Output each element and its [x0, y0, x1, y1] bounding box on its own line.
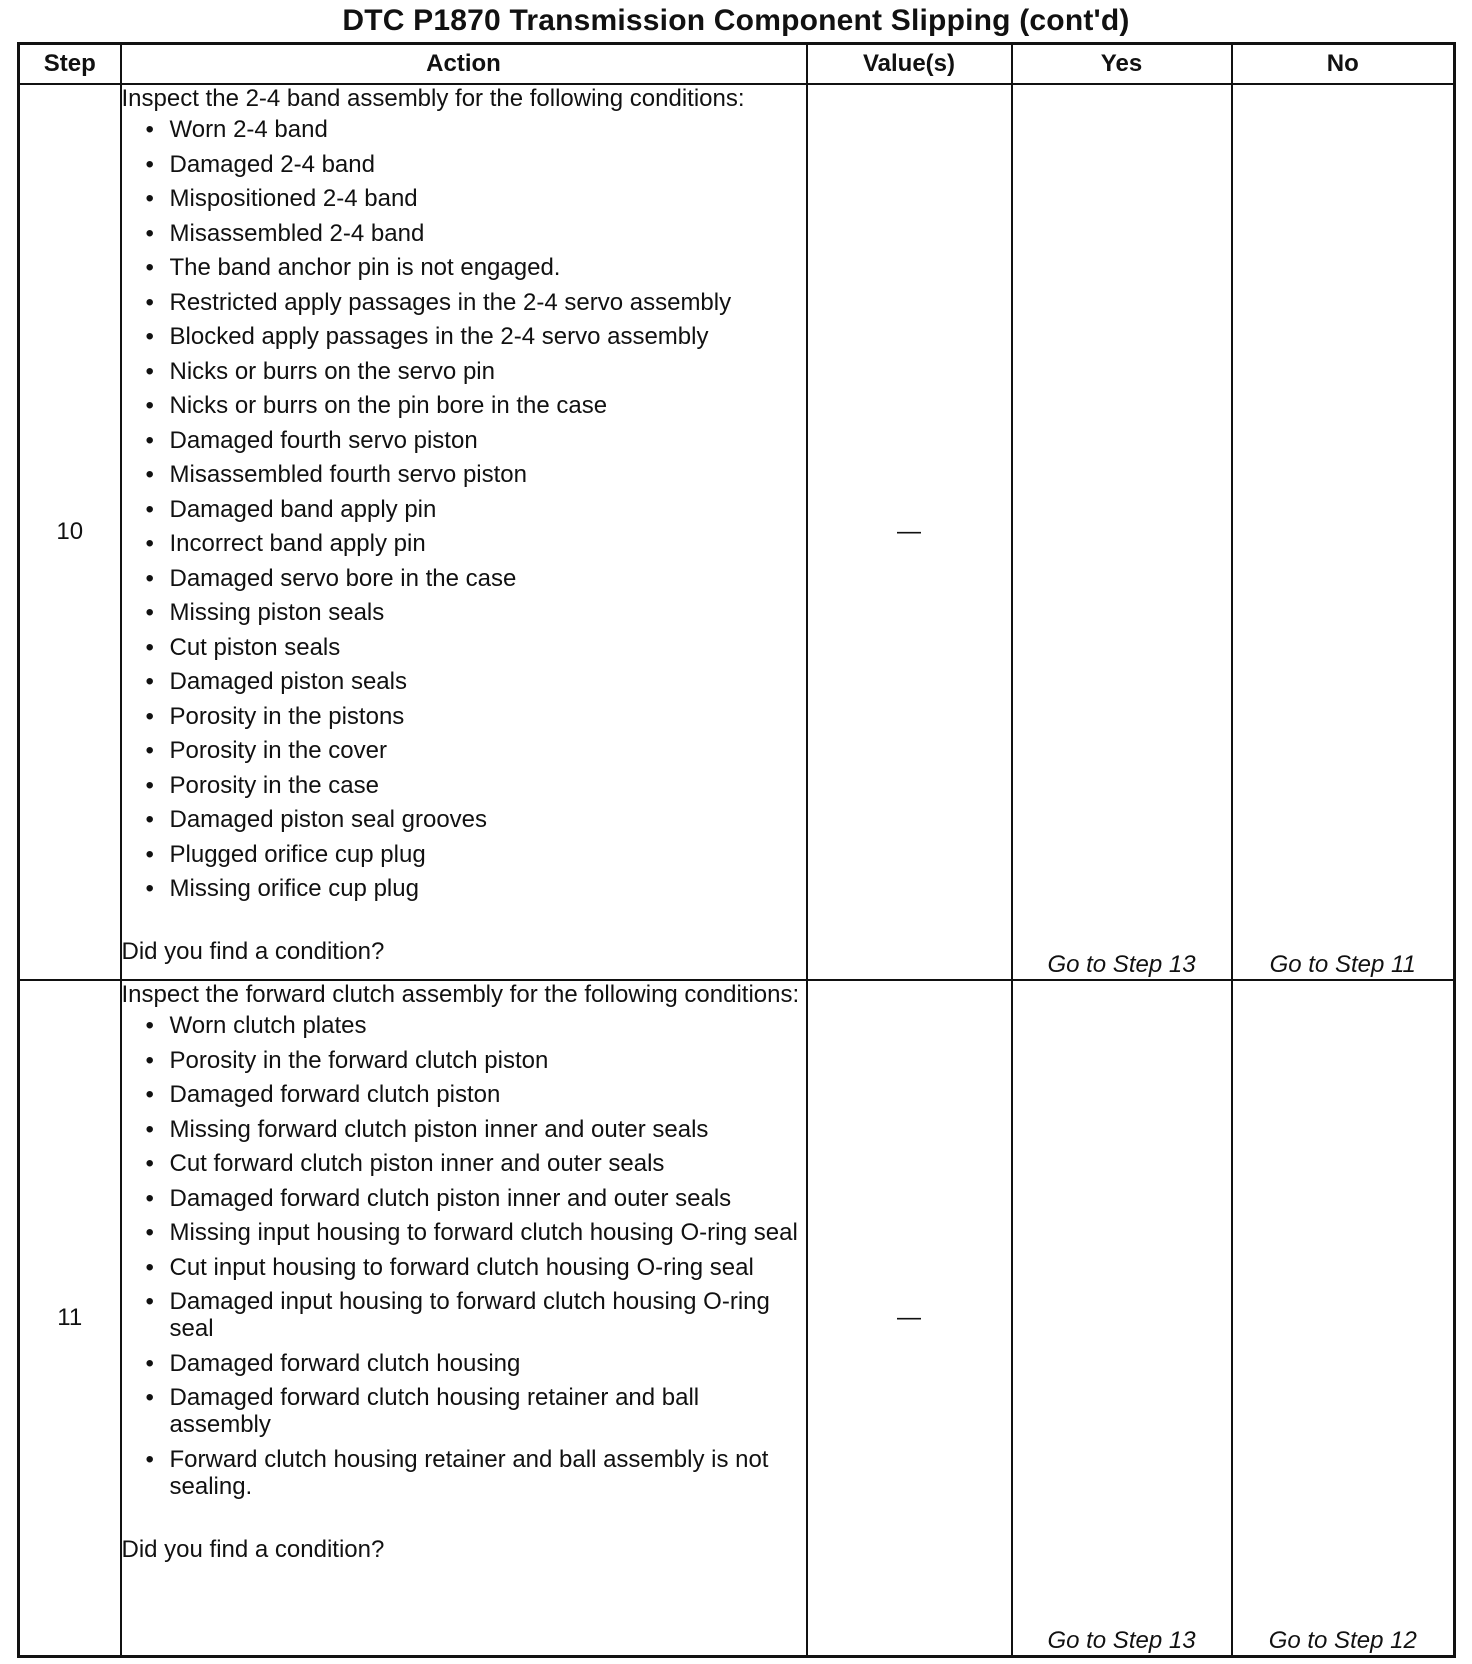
condition-item: • Misassembled fourth servo piston	[146, 461, 806, 488]
condition-item: • Damaged servo bore in the case	[146, 565, 806, 592]
header-step: Step	[19, 44, 121, 85]
condition-item: • Damaged forward clutch housing	[146, 1350, 806, 1377]
header-yes: Yes	[1012, 44, 1232, 85]
condition-list	[122, 1012, 806, 1500]
action-cell	[121, 980, 807, 1656]
condition-item: • Damaged band apply pin	[146, 496, 806, 523]
step-number: 10	[19, 84, 121, 980]
table-header	[19, 44, 1455, 85]
diagnostic-table	[17, 42, 1456, 1658]
condition-item: • Worn clutch plates	[146, 1012, 806, 1039]
condition-item: • Cut piston seals	[146, 634, 806, 661]
header-no: No	[1232, 44, 1455, 85]
condition-item: • Damaged 2-4 band	[146, 151, 806, 178]
header-values: Value(s)	[807, 44, 1012, 85]
value-cell: —	[807, 84, 1012, 980]
yes-result: Go to Step 13	[1012, 84, 1232, 980]
condition-item: • Porosity in the forward clutch piston	[146, 1047, 806, 1074]
condition-item: • Porosity in the pistons	[146, 703, 806, 730]
condition-item: • Missing forward clutch piston inner and outer seals	[146, 1116, 806, 1143]
condition-item: • Mispositioned 2-4 band	[146, 185, 806, 212]
condition-item: • Worn 2-4 band	[146, 116, 806, 143]
condition-item: • Nicks or burrs on the servo pin	[146, 358, 806, 385]
condition-item: • Nicks or burrs on the pin bore in the case	[146, 392, 806, 419]
yes-result: Go to Step 13	[1012, 980, 1232, 1656]
condition-list	[122, 116, 806, 902]
condition-item: • Plugged orifice cup plug	[146, 841, 806, 868]
step-number: 11	[19, 980, 121, 1656]
header-row	[19, 44, 1455, 85]
page-title: DTC P1870 Transmission Component Slipping (cont'd)	[342, 4, 1130, 37]
condition-item: • Missing input housing to forward clutch housing O-ring seal	[146, 1219, 806, 1246]
action-question: Did you find a condition?	[121, 938, 385, 965]
action-cell	[121, 84, 807, 980]
condition-item: • Damaged piston seals	[146, 668, 806, 695]
table-body	[19, 84, 1455, 1656]
condition-item: • Porosity in the case	[146, 772, 806, 799]
condition-item: • Cut input housing to forward clutch housing O-ring seal	[146, 1254, 806, 1281]
no-result: Go to Step 12	[1232, 980, 1455, 1656]
condition-item: • Damaged forward clutch piston inner and outer seals	[146, 1185, 806, 1212]
condition-item: • Incorrect band apply pin	[146, 530, 806, 557]
no-result: Go to Step 11	[1232, 84, 1455, 980]
condition-item: • Damaged piston seal grooves	[146, 806, 806, 833]
condition-item: • Damaged forward clutch piston	[146, 1081, 806, 1108]
condition-item: • Forward clutch housing retainer and ball assembly is not sealing.	[146, 1446, 806, 1500]
action-intro: Inspect the forward clutch assembly for the following conditions:	[121, 981, 800, 1008]
condition-item: • Missing orifice cup plug	[146, 875, 806, 902]
table-row	[19, 84, 1455, 980]
header-action: Action	[121, 44, 807, 85]
condition-item: • The band anchor pin is not engaged.	[146, 254, 806, 281]
condition-item: • Porosity in the cover	[146, 737, 806, 764]
action-question: Did you find a condition?	[121, 1535, 385, 1563]
condition-item: • Missing piston seals	[146, 599, 806, 626]
condition-item: • Damaged forward clutch housing retainer and ball assembly	[146, 1384, 806, 1438]
action-intro: Inspect the 2-4 band assembly for the following conditions:	[121, 85, 745, 112]
condition-item: • Cut forward clutch piston inner and outer seals	[146, 1150, 806, 1177]
table-row	[19, 980, 1455, 1656]
condition-item: • Restricted apply passages in the 2-4 servo assembly	[146, 289, 806, 316]
condition-item: • Misassembled 2-4 band	[146, 220, 806, 247]
condition-item: • Blocked apply passages in the 2-4 servo assembly	[146, 323, 806, 350]
value-cell: —	[807, 980, 1012, 1656]
condition-item: • Damaged input housing to forward clutch housing O-ring seal	[146, 1288, 806, 1342]
condition-item: • Damaged fourth servo piston	[146, 427, 806, 454]
